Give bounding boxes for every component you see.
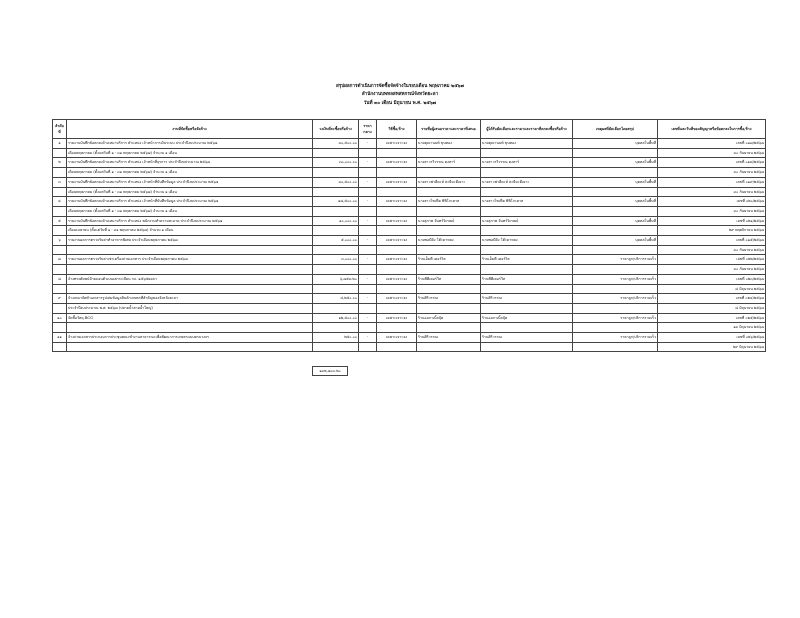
cell-reason: [573, 168, 658, 178]
header-method: วิธีซื้อ/จ้าง: [377, 120, 417, 139]
header-bidders: รายชื่อผู้เสนอราคาและราคาที่เสนอ: [417, 120, 481, 139]
cell-budget: [313, 148, 359, 158]
cell-method: [377, 187, 417, 197]
cell-winner: [481, 303, 573, 313]
cell-bidders: [417, 245, 481, 255]
table-row: [53, 255, 766, 265]
cell-budget: ๔,๒๕๐.๐๐: [313, 294, 359, 304]
cell-contract: เลขที่ ๐๒๖/๒๕๖๗: [658, 333, 766, 343]
cell-method: เฉพาะเจาะจง: [377, 139, 417, 149]
table-row: [53, 187, 766, 197]
header-contract: เลขที่และวันที่ของสัญญาหรือข้อตกลงในการซื้อ/จ้าง: [658, 120, 766, 139]
table-row: [53, 303, 766, 313]
cell-contract: เลขที่ ๐๒๔/๒๕๖๗: [658, 294, 766, 304]
cell-winner: ร้านศิริวรรณ: [481, 294, 573, 304]
cell-bidders: นายซอบีดิง โต๊ะดาหลง: [417, 236, 481, 246]
cell-contract: ๘ มิถุนายน ๒๕๖๗: [658, 303, 766, 313]
cell-contract: ๘ มิถุนายน ๒๕๖๗: [658, 284, 766, 294]
table-row: [53, 284, 766, 294]
cell-contract: ๓๐ กันยายน ๒๕๖๗: [658, 187, 766, 197]
cell-reason: [573, 206, 658, 216]
cell-no: [53, 187, 67, 197]
cell-median-price: [359, 168, 377, 178]
cell-bidders: [417, 168, 481, 178]
cell-item: รายงานบันทึกข้อตกลงจ้างเหมาบริการ ตำแหน่ง เจ้าหน้าการเงินระบบ ประจำปีงบประมาณ ๒๕๖๗: [67, 139, 313, 149]
cell-winner: ร้านศิริวรรณ: [481, 333, 573, 343]
table-header-row: [53, 120, 766, 139]
table-row: [53, 265, 766, 275]
header-reason: เหตุผลที่คัดเลือกโดยสรุป: [573, 120, 658, 139]
cell-item: [67, 323, 313, 333]
cell-bidders: [417, 284, 481, 294]
cell-median-price: -: [359, 333, 377, 343]
cell-no: [53, 342, 67, 352]
cell-median-price: -: [359, 158, 377, 168]
cell-budget: [313, 206, 359, 216]
cell-no: ๑: [53, 139, 67, 149]
cell-item: ประจำปีงบประมาณ พ.ศ. ๒๕๖๗ (ปลายน้ำสายน้ำใหญ่): [67, 303, 313, 313]
cell-winner: [481, 342, 573, 352]
cell-median-price: -: [359, 216, 377, 226]
cell-item: รายงานผลการตรวจรับค่าเช่าเครื่องถ่ายเอกสาร ประจำเดือนพฤษภาคม ๒๕๖๗: [67, 255, 313, 265]
cell-no: [53, 284, 67, 294]
cell-budget: [313, 226, 359, 236]
cell-reason: [573, 148, 658, 158]
cell-reason: [573, 323, 658, 333]
cell-winner: [481, 323, 573, 333]
cell-budget: [313, 323, 359, 333]
cell-winner: [481, 265, 573, 275]
cell-contract: เลขที่ ๐๒๐/๒๕๖๗: [658, 197, 766, 207]
header-item: งานที่จัดซื้อหรือจัดจ้าง: [67, 120, 313, 139]
cell-winner: [481, 226, 573, 236]
cell-no: ๑๑: [53, 333, 67, 343]
cell-no: [53, 303, 67, 313]
cell-no: ๓: [53, 177, 67, 187]
cell-bidders: [417, 323, 481, 333]
document-titles: [0, 83, 800, 108]
cell-contract: เลขที่ ๐๑๗/๒๕๖๗: [658, 139, 766, 149]
cell-budget: ๒๕๐.๐๐: [313, 333, 359, 343]
cell-budget: ๓๐,๐๐๐.๐๐: [313, 158, 359, 168]
cell-no: ๒: [53, 158, 67, 168]
table-row: [53, 323, 766, 333]
cell-contract: ๓๐ กันยายน ๒๕๖๗: [658, 245, 766, 255]
cell-method: เฉพาะเจาะจง: [377, 255, 417, 265]
cell-item: รายงานบันทึกข้อตกลงจ้างเหมาบริการ ตำแหน่ง เจ้าหน้าที่บันทึกข้อมูล ประจำปีงบประมาณ ๒๕๖๗: [67, 177, 313, 187]
table-row: [53, 216, 766, 226]
cell-median-price: -: [359, 255, 377, 265]
cell-winner: นางสุภาพ จันทร์วิเกษณ์: [481, 216, 573, 226]
cell-contract: เลขที่ ๐๑๙/๒๕๖๗: [658, 177, 766, 187]
cell-bidders: [417, 187, 481, 197]
cell-budget: ๓๐,๕๐๐.๐๐: [313, 139, 359, 149]
cell-method: [377, 206, 417, 216]
cell-budget: ๓,๐๐๐.๐๐: [313, 255, 359, 265]
cell-method: เฉพาะเจาะจง: [377, 216, 417, 226]
document-title: สรุปผลการดำเนินการจัดซื้อจัดจ้างในรอบเดือน พฤษภาคม ๒๕๖๗: [335, 84, 465, 89]
cell-bidders: [417, 226, 481, 236]
cell-bidders: [417, 342, 481, 352]
cell-reason: บุคคลในพื้นที่: [573, 139, 658, 149]
cell-bidders: ร้านศิริวรรณ: [417, 294, 481, 304]
cell-budget: ๓๐,๕๐๐.๐๐: [313, 177, 359, 187]
office-name: สำนักงานบพหลสหสหกรณ์จังหวัดยะลา: [361, 92, 439, 98]
cell-winner: [481, 148, 573, 158]
cell-median-price: [359, 206, 377, 216]
table-row: [53, 342, 766, 352]
cell-reason: ราคาถูก/บริการรวดเร็ว: [573, 294, 658, 304]
cell-contract: เลขที่ ๐๒๑/๒๕๖๗: [658, 216, 766, 226]
cell-reason: ราคาถูก/บริการรวดเร็ว: [573, 274, 658, 284]
header-budget: วงเงินที่จะซื้อหรือจ้าง: [313, 120, 359, 139]
cell-median-price: [359, 148, 377, 158]
cell-no: [53, 168, 67, 178]
cell-median-price: [359, 303, 377, 313]
cell-method: เฉพาะเจาะจง: [377, 294, 417, 304]
cell-reason: บุคคลในพื้นที่: [573, 197, 658, 207]
cell-reason: [573, 265, 658, 275]
cell-bidders: ร้านออกาเบิ้ลบุ๊ค: [417, 313, 481, 323]
cell-winner: [481, 245, 573, 255]
cell-median-price: [359, 284, 377, 294]
cell-no: ๖: [53, 236, 67, 246]
cell-bidders: ร้านพีพีเคอร์วิส: [417, 274, 481, 284]
cell-no: [53, 265, 67, 275]
cell-method: [377, 245, 417, 255]
cell-reason: บุคคลในพื้นที่: [573, 216, 658, 226]
table-row: [53, 177, 766, 187]
cell-method: เฉพาะเจาะจง: [377, 333, 417, 343]
cell-median-price: -: [359, 274, 377, 284]
cell-contract: เลขที่ ๐๑๕/๒๕๖๗: [658, 236, 766, 246]
cell-winner: นางสาวรวิวรรณ คงสาร์: [481, 158, 573, 168]
cell-item: เดือนเมษายน (ตั้งแต่วันที่ ๑ - ๓๑ พฤษภาคม ๒๕๖๗) จำนวน ๑ เดือน: [67, 226, 313, 236]
table-row: [53, 148, 766, 158]
table-row: [53, 294, 766, 304]
cell-no: [53, 226, 67, 236]
cell-budget: ๑๐,๐๐๐.๐๐: [313, 216, 359, 226]
cell-winner: นางสาวฟาฮีดะห์ หะยีมะดีเยาะ: [481, 177, 573, 187]
cell-contract: เลขที่ ๐๒๓/๒๕๖๗: [658, 274, 766, 284]
document-date: วันที่ ๓๐ เดือน มิถุนายน พ.ศ. ๒๕๖๗: [363, 100, 437, 106]
cell-method: [377, 265, 417, 275]
cell-budget: ๑๒,๕๐๐.๐๐: [313, 313, 359, 323]
table-row: [53, 206, 766, 216]
cell-budget: [313, 245, 359, 255]
cell-budget: [313, 168, 359, 178]
cell-contract: ๓๐ กันยายน ๒๕๖๗: [658, 206, 766, 216]
cell-method: เฉพาะเจาะจง: [377, 274, 417, 284]
cell-method: เฉพาะเจาะจง: [377, 197, 417, 207]
cell-winner: ร้านออกาเบิ้ลบุ๊ค: [481, 313, 573, 323]
cell-median-price: -: [359, 139, 377, 149]
cell-no: [53, 323, 67, 333]
cell-item: รายงานบันทึกข้อตกลงจ้างเหมาบริการ ตำแหน่ง พนักงานทำความสะอาด ประจำปีงบประมาณ ๒๕๖๗: [67, 216, 313, 226]
cell-no: [53, 148, 67, 158]
cell-method: เฉพาะเจาะจง: [377, 313, 417, 323]
cell-contract: ๒๙ มิถุนายน ๒๕๖๗: [658, 342, 766, 352]
cell-no: ๔: [53, 197, 67, 207]
header-median-price: ราคากลาง: [359, 120, 377, 139]
cell-contract: ๒๙ พฤศจิกายน ๒๕๖๗: [658, 226, 766, 236]
cell-no: ๙: [53, 294, 67, 304]
cell-reason: บุคคลในพื้นที่: [573, 158, 658, 168]
cell-method: [377, 323, 417, 333]
cell-budget: [313, 303, 359, 313]
cell-median-price: -: [359, 236, 377, 246]
cell-bidders: [417, 206, 481, 216]
cell-method: [377, 226, 417, 236]
cell-bidders: นางสุภาพ จันทร์วิเกษณ์: [417, 216, 481, 226]
cell-method: [377, 168, 417, 178]
cell-method: เฉพาะเจาะจง: [377, 158, 417, 168]
table-row: [53, 333, 766, 343]
cell-item: เดือนพฤษภาคม (ตั้งแต่วันที่ ๑ - ๓๑ พฤษภาคม ๒๕๖๗) จำนวน ๑ เดือน: [67, 148, 313, 158]
cell-reason: [573, 342, 658, 352]
cell-median-price: -: [359, 294, 377, 304]
cell-median-price: [359, 265, 377, 275]
table-row: [53, 168, 766, 178]
cell-method: [377, 148, 417, 158]
cell-winner: [481, 206, 573, 216]
cell-median-price: [359, 323, 377, 333]
cell-no: ๕: [53, 216, 67, 226]
cell-budget: [313, 265, 359, 275]
cell-bidders: [417, 148, 481, 158]
cell-reason: [573, 187, 658, 197]
cell-median-price: [359, 245, 377, 255]
cell-item: เดือนพฤษภาคม (ตั้งแต่วันที่ ๑ - ๓๑ พฤษภาคม ๒๕๖๗) จำนวน ๑ เดือน: [67, 187, 313, 197]
cell-winner: [481, 168, 573, 178]
cell-reason: บุคคลในพื้นที่: [573, 236, 658, 246]
cell-bidders: [417, 303, 481, 313]
table-body: [53, 139, 766, 352]
cell-winner: นายซอบีดิง โต๊ะดาหลง: [481, 236, 573, 246]
cell-budget: ๑๘,๕๐๐.๐๐: [313, 197, 359, 207]
table-row: [53, 313, 766, 323]
cell-no: ๗: [53, 255, 67, 265]
cell-bidders: นางสาวโซเฟีย ทิฟิโกะฮาส: [417, 197, 481, 207]
cell-item: เดือนพฤษภาคม (ตั้งแต่วันที่ ๑ - ๓๑ พฤษภาคม ๒๕๖๗) จำนวน ๑ เดือน: [67, 206, 313, 216]
cell-budget: [313, 284, 359, 294]
budget-total: ๑๓๒,๗๐๓.๒๐: [312, 366, 348, 376]
cell-reason: [573, 226, 658, 236]
cell-budget: ๖,๗๕๓.๒๐: [313, 274, 359, 284]
cell-reason: ราคาถูก/บริการรวดเร็ว: [573, 313, 658, 323]
cell-method: [377, 284, 417, 294]
cell-budget: ๕,๐๐๐.๐๐: [313, 236, 359, 246]
cell-median-price: -: [359, 197, 377, 207]
header-no: ลำดับที่: [53, 120, 67, 139]
cell-bidders: ร้านเอ็มพี เคอร์วิส: [417, 255, 481, 265]
table-row: [53, 158, 766, 168]
cell-item: [67, 265, 313, 275]
cell-contract: ๓๐ กันยายน ๒๕๖๗: [658, 265, 766, 275]
cell-budget: [313, 342, 359, 352]
cell-reason: [573, 245, 658, 255]
cell-no: [53, 245, 67, 255]
table-row: [53, 139, 766, 149]
cell-budget: [313, 187, 359, 197]
cell-item: จ้างทรงคัดพน์ป้ายถอนตัวเบนเสกระเบียน กจ. ๑๕๖๕ยอลา: [67, 274, 313, 284]
cell-bidders: [417, 265, 481, 275]
cell-contract: เลขที่ ๐๒๒/๒๕๖๗: [658, 255, 766, 265]
cell-reason: บุคคลในพื้นที่: [573, 177, 658, 187]
procurement-table: [52, 119, 766, 352]
table-row: [53, 245, 766, 255]
cell-reason: ราคาถูก/บริการรวดเร็ว: [573, 333, 658, 343]
cell-item: รายงานผลการตรวจรับค่าทำอาหารพิเศษ ประจำเดือนพฤษภาคม ๒๕๖๗: [67, 236, 313, 246]
cell-method: [377, 303, 417, 313]
table-row: [53, 236, 766, 246]
cell-method: [377, 342, 417, 352]
cell-no: ๑๐: [53, 313, 67, 323]
cell-median-price: -: [359, 313, 377, 323]
cell-winner: นายคุณานนท์ ขุนทอง: [481, 139, 573, 149]
cell-median-price: [359, 226, 377, 236]
cell-reason: [573, 284, 658, 294]
cell-item: รายงานบันทึกข้อตกลงจ้างเหมาบริการ ตำแหน่ง เจ้าหน้าที่บันทึกข้อมูล ประจำปีงบประมาณ ๒๕๖๗: [67, 197, 313, 207]
cell-no: ๘: [53, 274, 67, 284]
cell-item: เดือนพฤษภาคม (ตั้งแต่วันที่ ๑ - ๓๑ พฤษภาคม ๒๕๖๗) จำนวน ๑ เดือน: [67, 168, 313, 178]
cell-item: จ้างถ่ายเอกสารประกอบการประชุมคณะทำงานสาธารณะเพื่อพัฒนาการเกษตรแบบครบวงจร: [67, 333, 313, 343]
cell-reason: [573, 303, 658, 313]
cell-median-price: [359, 187, 377, 197]
cell-bidders: นางสาวฟาฮีดะห์ หะยีมะดีเยาะ: [417, 177, 481, 187]
cell-item: จัดซื้อวัสดุ BCG: [67, 313, 313, 323]
table-row: [53, 274, 766, 284]
cell-median-price: -: [359, 177, 377, 187]
cell-bidders: ร้านศิริวรรณ: [417, 333, 481, 343]
cell-winner: ร้านเอ็มพี เคอร์วิส: [481, 255, 573, 265]
cell-contract: ๓๐ กันยายน ๒๕๖๗: [658, 148, 766, 158]
cell-winner: นางสาวโซเฟีย ทิฟิโกะฮาส: [481, 197, 573, 207]
cell-contract: ๑๓ มิถุนายน ๒๕๖๗: [658, 323, 766, 333]
cell-bidders: นายคุณานนท์ ขุนทอง: [417, 139, 481, 149]
header-winner: ผู้ได้รับคัดเลือกและราคาและราคาที่ตกลงซื้อหรือจ้าง: [481, 120, 573, 139]
cell-median-price: [359, 342, 377, 352]
cell-item: [67, 245, 313, 255]
cell-contract: เลขที่ ๐๒๕/๒๕๖๗: [658, 313, 766, 323]
cell-item: [67, 284, 313, 294]
cell-no: [53, 206, 67, 216]
cell-item: จ้างเหมาจัดทำเอกสารรูปเล่มข้อมูลสินค้าเกษตรที่สำคัญของจังหวัดยะลา: [67, 294, 313, 304]
cell-item: [67, 342, 313, 352]
cell-method: เฉพาะเจาะจง: [377, 177, 417, 187]
cell-winner: [481, 284, 573, 294]
cell-reason: ราคาถูก/บริการรวดเร็ว: [573, 255, 658, 265]
cell-contract: เลขที่ ๐๑๘/๒๕๖๗: [658, 158, 766, 168]
cell-item: รายงานบันทึกข้อตกลงจ้างเหมาบริการ ตำแหน่ง เจ้าหน้าที่ธุรการ ประจำปีงบประมาณ ๒๕๖๗: [67, 158, 313, 168]
cell-winner: ร้านพีพีเคอร์วิส: [481, 274, 573, 284]
cell-bidders: นางสาวรวิวรรณ คงสาร์: [417, 158, 481, 168]
table-row: [53, 197, 766, 207]
cell-contract: ๓๐ กันยายน ๒๕๖๗: [658, 168, 766, 178]
cell-method: เฉพาะเจาะจง: [377, 236, 417, 246]
table-row: [53, 226, 766, 236]
cell-winner: [481, 187, 573, 197]
